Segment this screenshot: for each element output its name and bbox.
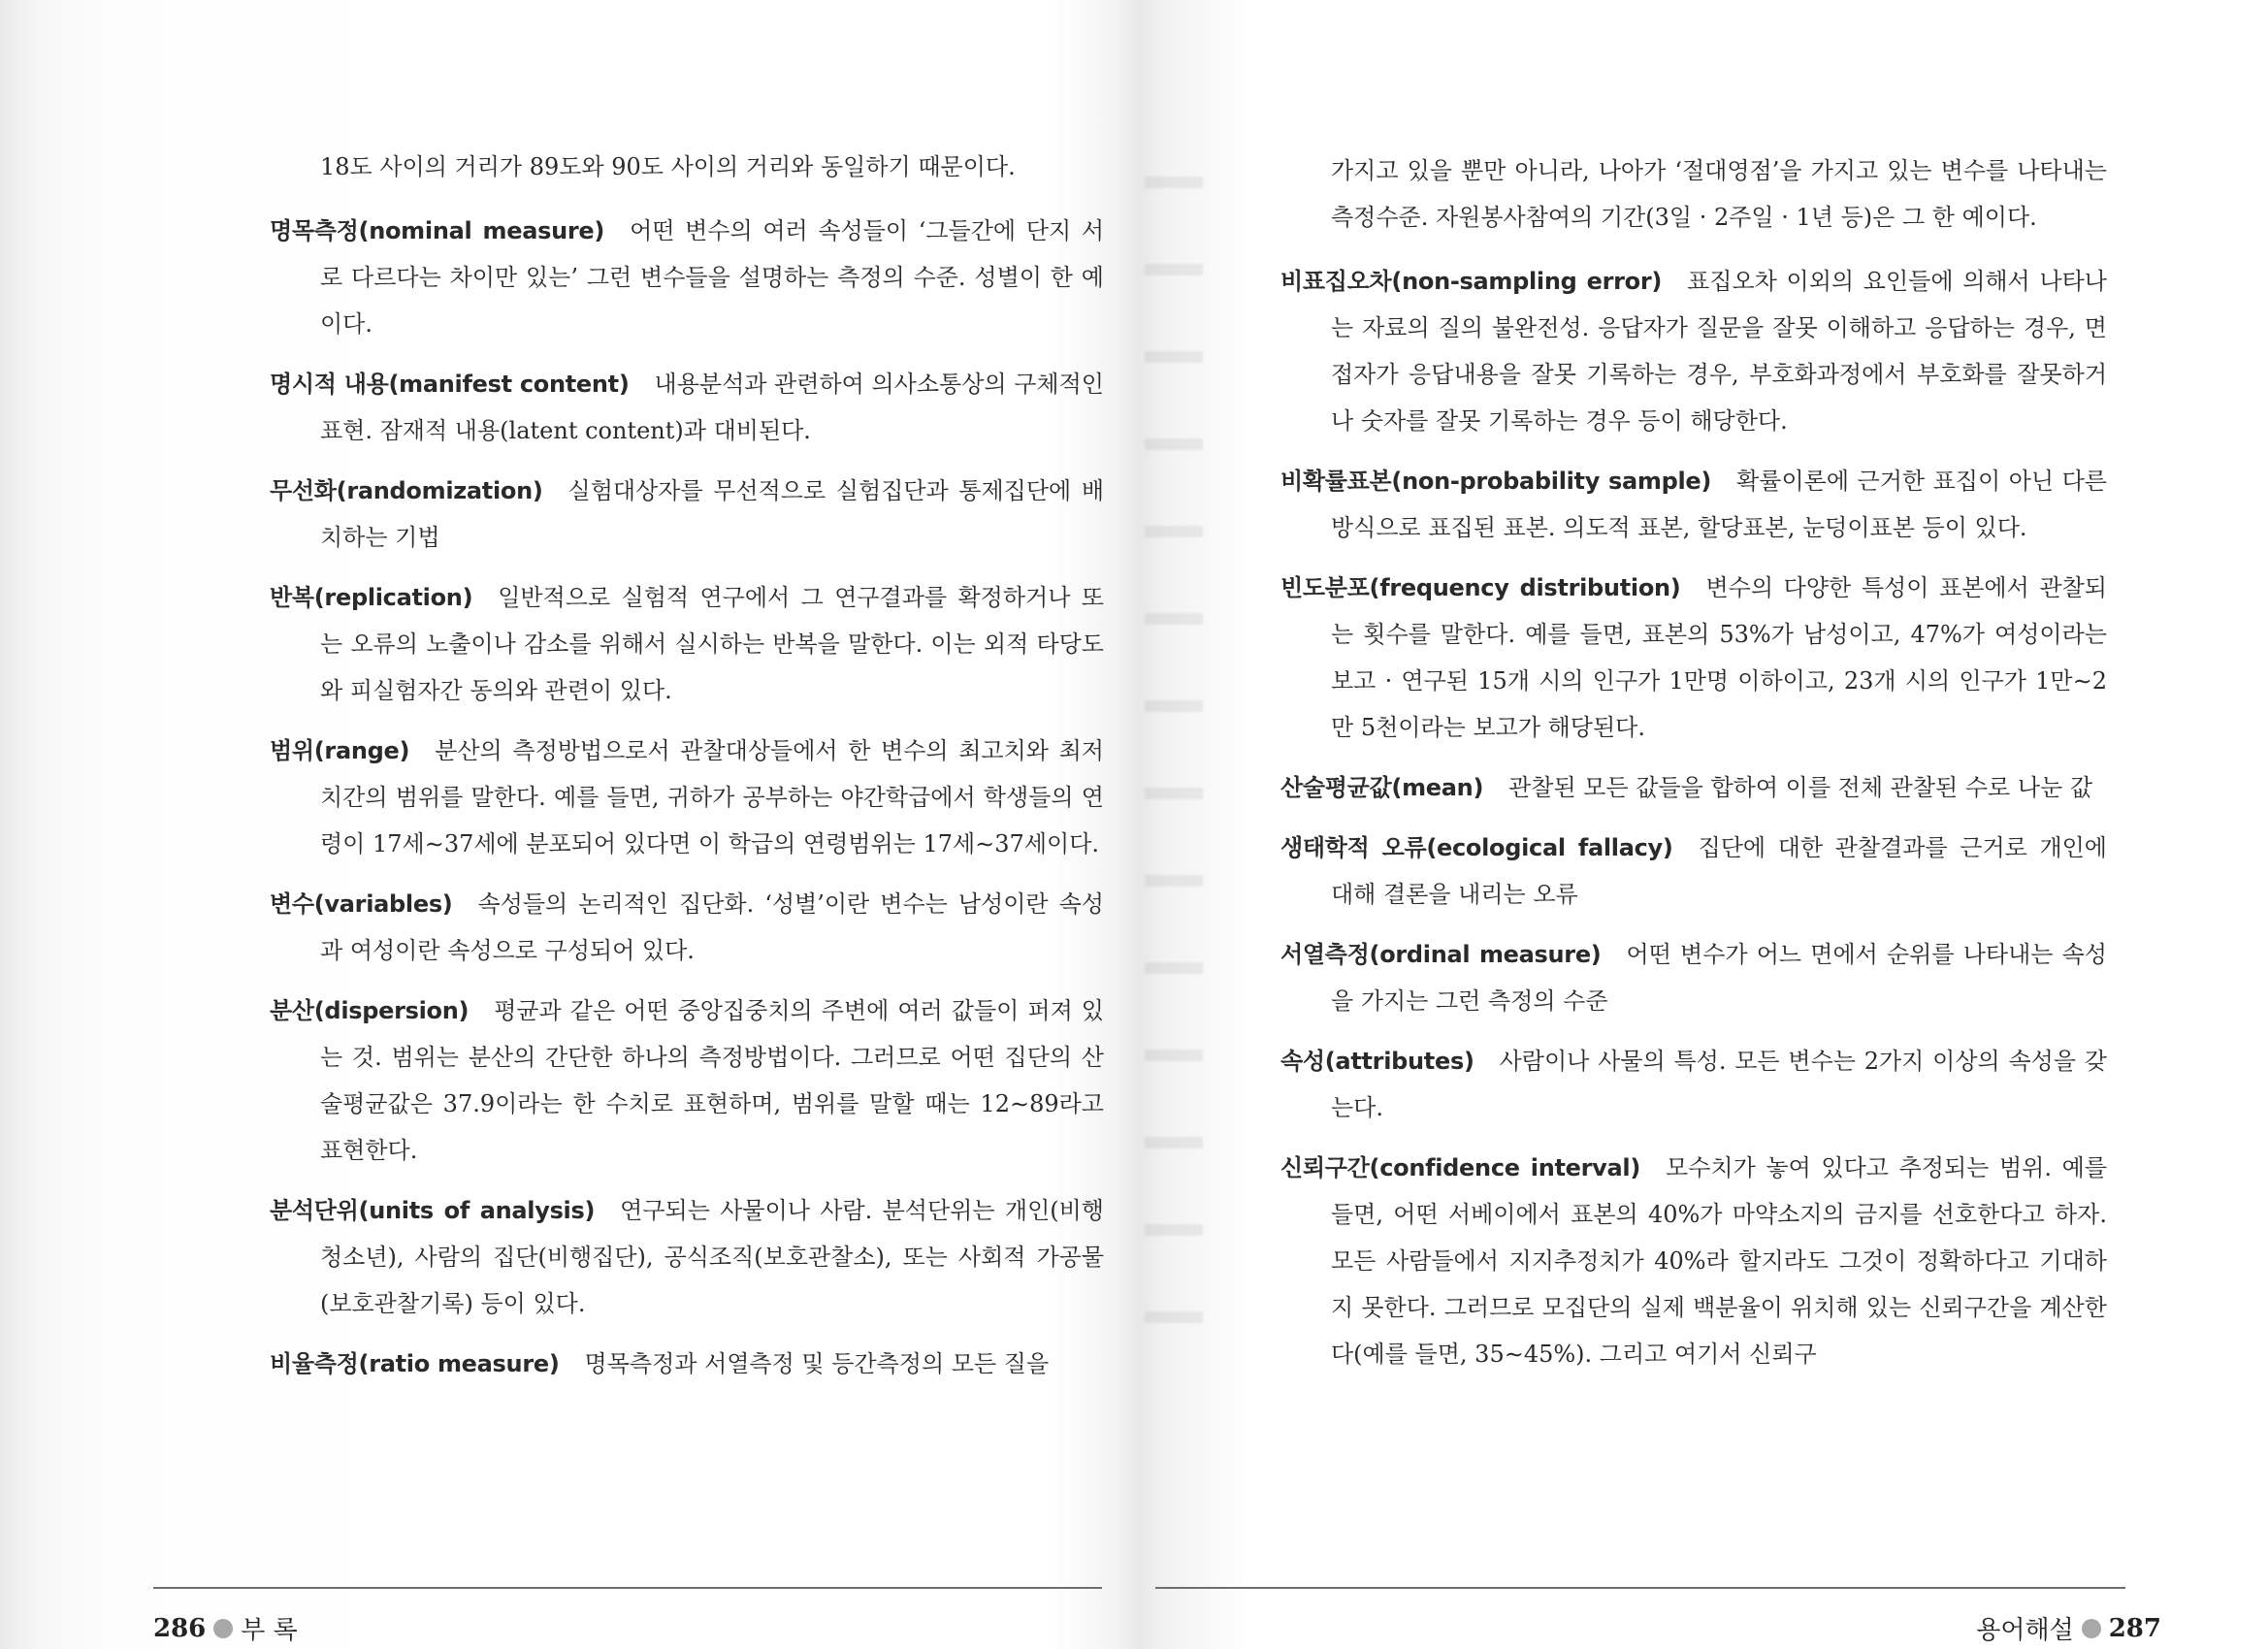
- glossary-entry-non-sampling-error: [1280, 258, 2107, 444]
- entry-term: 빈도분포(frequency distribution): [1280, 574, 1681, 601]
- entry-term: 반복(replication): [270, 584, 473, 611]
- entry-term: 명시적 내용(manifest content): [270, 371, 630, 398]
- entry-term: 서열측정(ordinal measure): [1280, 941, 1602, 968]
- page-number: 286: [153, 1613, 207, 1643]
- glossary-entry-nominal-measure: [270, 208, 1104, 347]
- glossary-entry-variables: [270, 881, 1104, 974]
- entry-text: 모수치가 놓여 있다고 추정되는 범위. 예를 들면, 어떤 서베이에서 표본의 40%가 마약소지의 금지를 선호한다고 하자. 모든 사람들에서 지지추정치가 40%라 할지라도 그것이 정확하다고 기대하지 못한다. 그러므로 모집단의 실제 백분율이 위치해 있는 신뢰구간을 계산한다(예를 들면, 35∼45%). 그리고 여기서 신뢰구: [1331, 1154, 2107, 1368]
- entry-term: 비표집오차(non-sampling error): [1280, 268, 1663, 295]
- entry-text: 사람이나 사물의 특성. 모든 변수는 2가지 이상의 속성을 갖는다.: [1331, 1048, 2107, 1121]
- glossary-entry-ordinal-measure: [1280, 931, 2107, 1024]
- entry-text: 관찰된 모든 값들을 합하여 이를 전체 관찰된 수로 나눈 값: [1508, 774, 2093, 801]
- entry-text: 명목측정과 서열측정 및 등간측정의 모든 질을: [584, 1350, 1050, 1377]
- running-section-title: 부 록: [241, 1616, 298, 1645]
- entry-text: 내용분석과 관련하여 의사소통상의 구체적인 표현. 잠재적 내용(latent content)과 대비된다.: [320, 371, 1104, 444]
- bullet-dot-icon: [2082, 1619, 2101, 1638]
- entry-term: 명목측정(nominal measure): [270, 217, 605, 244]
- right-page: [1134, 0, 2268, 1649]
- entry-term: 변수(variables): [270, 890, 453, 918]
- entry-term: 신뢰구간(confidence interval): [1280, 1154, 1641, 1181]
- glossary-entry-units-of-analysis: [270, 1187, 1104, 1327]
- right-footer: [1976, 1610, 2161, 1646]
- running-section-title: 용어해설: [1976, 1616, 2074, 1645]
- glossary-entry-range: [270, 728, 1104, 867]
- entry-term: 생태학적 오류(ecological fallacy): [1280, 834, 1673, 861]
- glossary-entry-non-probability-sample: [1280, 458, 2107, 551]
- left-footer: [153, 1610, 298, 1646]
- entry-text: 평균과 같은 어떤 중앙집중치의 주변에 여러 값들이 퍼져 있는 것. 범위는 분산의 간단한 하나의 측정방법이다. 그러므로 어떤 집단의 산술평균값은 37.9이라는 한 수치로 표현하며, 범위를 말할 때는 12∼89라고 표현한다.: [320, 997, 1104, 1164]
- glossary-entry-attributes: [1280, 1038, 2107, 1131]
- entry-text: 일반적으로 실험적 연구에서 그 연구결과를 확정하거나 또는 오류의 노출이나 감소를 위해서 실시하는 반복을 말한다. 이는 외적 타당도와 피실험자간 동의와 관련이 있다.: [320, 584, 1104, 704]
- entry-text: 집단에 대한 관찰결과를 근거로 개인에 대해 결론을 내리는 오류: [1331, 834, 2107, 908]
- entry-text: 어떤 변수가 어느 면에서 순위를 나타내는 속성을 가지는 그런 측정의 수준: [1331, 941, 2107, 1015]
- entry-text: 확률이론에 근거한 표집이 아닌 다른 방식으로 표집된 표본. 의도적 표본, 할당표본, 눈덩이표본 등이 있다.: [1331, 468, 2107, 541]
- entry-text: 표집오차 이외의 요인들에 의해서 나타나는 자료의 질의 불완전성. 응답자가 질문을 잘못 이해하고 응답하는 경우, 면접자가 응답내용을 잘못 기록하는 경우, 부호화과정에서 부호화를 잘못하거나 숫자를 잘못 기록하는 경우 등이 해당한다.: [1331, 268, 2107, 435]
- glossary-entry-ecological-fallacy: [1280, 824, 2107, 918]
- page-number: 287: [2108, 1613, 2161, 1643]
- entry-text: 속성들의 논리적인 집단화. ‘성별’이란 변수는 남성이란 속성과 여성이란 속성으로 구성되어 있다.: [320, 890, 1104, 964]
- entry-text: 실험대상자를 무선적으로 실험집단과 통제집단에 배치하는 기법: [320, 477, 1104, 551]
- glossary-entry-frequency-distribution: [1280, 565, 2107, 751]
- entry-term: 비확률표본(non-probability sample): [1280, 468, 1712, 495]
- entry-term: 비율측정(ratio measure): [270, 1350, 560, 1377]
- entry-term: 속성(attributes): [1280, 1048, 1474, 1075]
- entry-term: 무선화(randomization): [270, 477, 543, 504]
- entry-term: 분산(dispersion): [270, 997, 470, 1024]
- entry-text: 어떤 변수의 여러 속성들이 ‘그들간에 단지 서로 다르다는 차이만 있는’ 그런 변수들을 설명하는 측정의 수준. 성별이 한 예이다.: [320, 217, 1105, 338]
- glossary-entry-manifest-content: [270, 361, 1104, 454]
- entry-text: 변수의 다양한 특성이 표본에서 관찰되는 횟수를 말한다. 예를 들면, 표본의 53%가 남성이고, 47%가 여성이라는 보고 · 연구된 15개 시의 인구가 1만명 이하이고, 23개 시의 인구가 1만∼2만 5천이라는 보고가 해당된다.: [1331, 574, 2107, 741]
- entry-term: 범위(range): [270, 737, 410, 764]
- bullet-dot-icon: [213, 1619, 233, 1638]
- left-glossary-entries: [270, 144, 1104, 1401]
- glossary-entry-confidence-interval: [1280, 1145, 2107, 1377]
- glossary-entry-dispersion: [270, 987, 1104, 1174]
- entry-text: 가지고 있을 뿐만 아니라, 나아가 ‘절대영점’을 가지고 있는 변수를 나타내는 측정수준. 자원봉사참여의 기간(3일 · 2주일 · 1년 등)은 그 한 예이다.: [1331, 157, 2107, 231]
- glossary-continuation: [1280, 147, 2107, 241]
- glossary-entry-replication: [270, 574, 1104, 714]
- right-glossary-entries: [1280, 147, 2107, 1391]
- glossary-continuation: [270, 144, 1104, 190]
- glossary-entry-mean: [1280, 764, 2107, 811]
- glossary-entry-randomization: [270, 468, 1104, 561]
- entry-text: 연구되는 사물이나 사람. 분석단위는 개인(비행청소년), 사람의 집단(비행집단), 공식조직(보호관찰소), 또는 사회적 가공물(보호관찰기록) 등이 있다.: [320, 1197, 1104, 1317]
- entry-term: 산술평균값(mean): [1280, 774, 1484, 801]
- glossary-entry-ratio-measure: [270, 1341, 1104, 1387]
- footer-rule: [153, 1587, 1102, 1589]
- footer-rule: [1155, 1587, 2125, 1589]
- entry-text: 18도 사이의 거리가 89도와 90도 사이의 거리와 동일하기 때문이다.: [320, 153, 1016, 180]
- entry-term: 분석단위(units of analysis): [270, 1197, 596, 1224]
- entry-text: 분산의 측정방법으로서 관찰대상들에서 한 변수의 최고치와 최저치간의 범위를 말한다. 예를 들면, 귀하가 공부하는 야간학급에서 학생들의 연령이 17세∼37세에 분포되어 있다면 이 학급의 연령범위는 17세∼37세이다.: [320, 737, 1104, 857]
